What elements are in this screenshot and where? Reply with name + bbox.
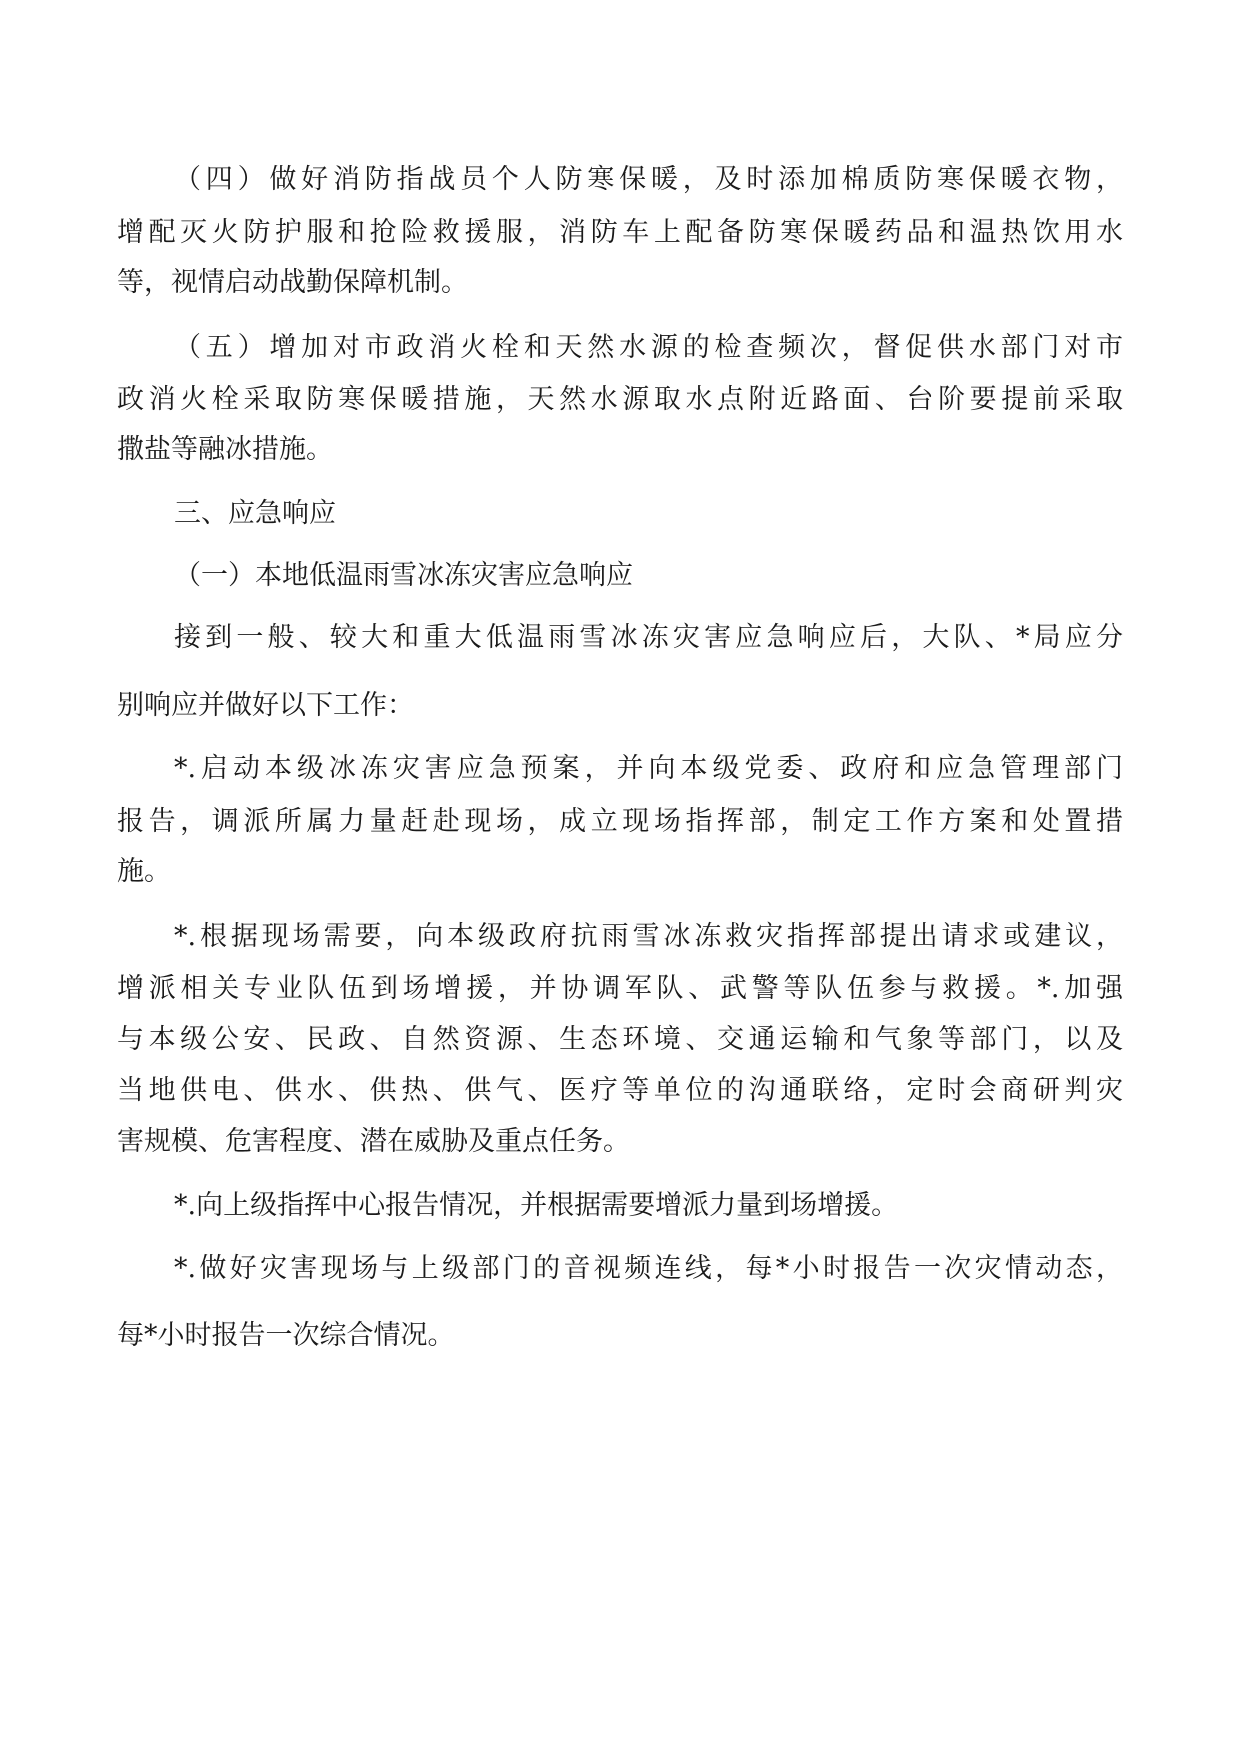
item-1-line-2: 报告，调派所属力量赶赴现场，成立现场指挥部，制定工作方案和处置措: [117, 806, 1123, 837]
paragraph-5-line-1: （五）增加对市政消火栓和天然水源的检查频次，督促供水部门对市: [174, 332, 1123, 363]
subsection-heading: （一）本地低温雨雪冰冻灾害应急响应: [174, 560, 633, 591]
item-4-line-2: 每*小时报告一次综合情况。: [117, 1320, 455, 1351]
response-paragraph-line-1: 接到一般、较大和重大低温雨雪冰冻灾害应急响应后，大队、*局应分: [174, 622, 1123, 653]
item-1-line-3: 施。: [117, 856, 171, 887]
response-paragraph-line-2: 别响应并做好以下工作：: [117, 690, 414, 721]
item-3-line-1: *.向上级指挥中心报告情况，并根据需要增派力量到场增援。: [174, 1190, 899, 1221]
item-2-line-3: 与本级公安、民政、自然资源、生态环境、交通运输和气象等部门，以及: [117, 1024, 1123, 1055]
paragraph-4-line-2: 增配灭火防护服和抢险救援服，消防车上配备防寒保暖药品和温热饮用水: [117, 217, 1123, 248]
item-2-line-5: 害规模、危害程度、潜在威胁及重点任务。: [117, 1126, 630, 1157]
paragraph-4-line-3: 等，视情启动战勤保障机制。: [117, 267, 468, 298]
paragraph-4-line-1: （四）做好消防指战员个人防寒保暖，及时添加棉质防寒保暖衣物，: [174, 164, 1123, 195]
item-2-line-4: 当地供电、供水、供热、供气、医疗等单位的沟通联络，定时会商研判灾: [117, 1075, 1123, 1106]
paragraph-5-line-2: 政消火栓采取防寒保暖措施，天然水源取水点附近路面、台阶要提前采取: [117, 384, 1123, 415]
item-1-line-1: *.启动本级冰冻灾害应急预案，并向本级党委、政府和应急管理部门: [174, 753, 1123, 784]
item-4-line-1: *.做好灾害现场与上级部门的音视频连线，每*小时报告一次灾情动态，: [174, 1253, 1123, 1284]
item-2-line-2: 增派相关专业队伍到场增援，并协调军队、武警等队伍参与救援。*.加强: [117, 973, 1123, 1004]
section-heading: 三、应急响应: [174, 498, 336, 529]
item-2-line-1: *.根据现场需要，向本级政府抗雨雪冰冻救灾指挥部提出请求或建议，: [174, 921, 1123, 952]
paragraph-5-line-3: 撒盐等融冰措施。: [117, 434, 333, 465]
